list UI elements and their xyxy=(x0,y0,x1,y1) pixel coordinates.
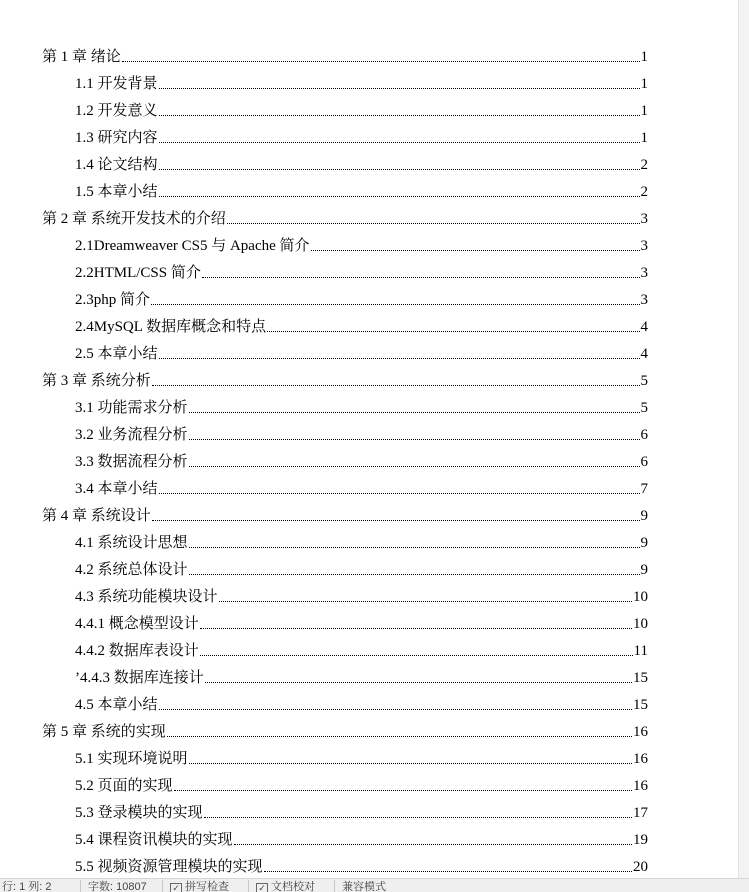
toc-chapter-entry[interactable] xyxy=(42,368,648,390)
toc-dot-leader xyxy=(159,492,640,494)
toc-dot-leader xyxy=(267,330,639,332)
cursor-position: 行: 1 列: 2 xyxy=(2,881,52,892)
toc-entry-title: 2.3php 简介 xyxy=(75,292,151,308)
toc-section-entry[interactable] xyxy=(75,395,648,417)
toc-entry-title: 4.1 系统设计思想 xyxy=(75,535,188,551)
toc-dot-leader xyxy=(159,357,640,359)
toc-section-entry[interactable] xyxy=(75,260,648,282)
toc-page-number: 16 xyxy=(633,751,648,767)
toc-page-number: 6 xyxy=(640,454,648,470)
toc-dot-leader xyxy=(159,87,640,89)
toc-page-number: 5 xyxy=(640,400,648,416)
toc-page-number: 3 xyxy=(640,238,648,254)
toc-entry-title: 4.4.2 数据库表设计 xyxy=(75,643,199,659)
status-divider xyxy=(80,880,81,892)
toc-dot-leader xyxy=(189,762,632,764)
toc-dot-leader xyxy=(159,708,632,710)
spell-check-label: 拼写检查 xyxy=(185,881,229,892)
toc-section-entry[interactable] xyxy=(75,98,648,120)
toc-page-number: 6 xyxy=(640,427,648,443)
toc-chapter-entry[interactable] xyxy=(42,503,648,525)
toc-page-number: 1 xyxy=(640,76,648,92)
toc-dot-leader xyxy=(204,816,632,818)
toc-section-entry[interactable] xyxy=(75,692,648,714)
toc-page-number: 15 xyxy=(633,670,648,686)
toc-dot-leader xyxy=(159,141,640,143)
toc-entry-title: 3.3 数据流程分析 xyxy=(75,454,188,470)
toc-page-number: 2 xyxy=(640,184,648,200)
toc-chapter-entry[interactable] xyxy=(42,44,648,66)
toc-entry-title: 2.4MySQL 数据库概念和特点 xyxy=(75,319,267,335)
toc-dot-leader xyxy=(151,303,639,305)
toc-dot-leader xyxy=(159,168,640,170)
toc-entry-title: 3.2 业务流程分析 xyxy=(75,427,188,443)
toc-section-entry[interactable] xyxy=(75,287,648,309)
check-icon: ✓ xyxy=(170,883,182,892)
toc-page-number: 4 xyxy=(640,319,648,335)
status-divider xyxy=(248,880,249,892)
toc-entry-title: 第 2 章 系统开发技术的介绍 xyxy=(42,211,226,227)
toc-entry-title: 5.1 实现环境说明 xyxy=(75,751,188,767)
toc-page-number: 9 xyxy=(640,562,648,578)
toc-section-entry[interactable] xyxy=(75,233,648,255)
toc-section-entry[interactable] xyxy=(75,746,648,768)
toc-section-entry[interactable] xyxy=(75,152,648,174)
toc-page-number: 19 xyxy=(633,832,648,848)
toc-page-number: 10 xyxy=(633,616,648,632)
status-bar xyxy=(0,878,749,892)
toc-entry-title: 2.5 本章小结 xyxy=(75,346,158,362)
toc-dot-leader xyxy=(167,735,632,737)
toc-page-number: 1 xyxy=(640,130,648,146)
toc-entry-title: ’4.4.3 数据库连接计 xyxy=(75,670,204,686)
toc-page-number: 9 xyxy=(640,508,648,524)
page-gutter xyxy=(738,0,749,878)
toc-dot-leader xyxy=(189,465,640,467)
check-icon: ✓ xyxy=(256,883,268,892)
toc-dot-leader xyxy=(234,843,632,845)
toc-entry-title: 1.3 研究内容 xyxy=(75,130,158,146)
toc-entry-title: 4.2 系统总体设计 xyxy=(75,562,188,578)
toc-section-entry[interactable] xyxy=(75,422,648,444)
toc-section-entry[interactable] xyxy=(75,314,648,336)
toc-entry-title: 第 5 章 系统的实现 xyxy=(42,724,166,740)
toc-page-number: 2 xyxy=(640,157,648,173)
toc-entry-title: 第 1 章 绪论 xyxy=(42,49,121,65)
toc-section-entry[interactable] xyxy=(75,557,648,579)
toc-entry-title: 1.2 开发意义 xyxy=(75,103,158,119)
toc-entry-title: 1.1 开发背景 xyxy=(75,76,158,92)
toc-dot-leader xyxy=(159,114,640,116)
toc-section-entry[interactable] xyxy=(75,854,648,876)
toc-section-entry[interactable] xyxy=(75,800,648,822)
toc-dot-leader xyxy=(311,249,640,251)
toc-dot-leader xyxy=(174,789,632,791)
toc-entry-title: 4.3 系统功能模块设计 xyxy=(75,589,218,605)
toc-section-entry[interactable] xyxy=(75,449,648,471)
toc-dot-leader xyxy=(200,627,632,629)
toc-dot-leader xyxy=(189,438,640,440)
toc-entry-title: 第 4 章 系统设计 xyxy=(42,508,151,524)
toc-page-number: 7 xyxy=(640,481,648,497)
toc-entry-title: 2.1Dreamweaver CS5 与 Apache 简介 xyxy=(75,238,310,254)
toc-entry-title: 3.4 本章小结 xyxy=(75,481,158,497)
toc-entry-title: 第 3 章 系统分析 xyxy=(42,373,151,389)
toc-section-entry[interactable] xyxy=(75,530,648,552)
toc-dot-leader xyxy=(152,519,640,521)
toc-page-number: 3 xyxy=(640,292,648,308)
toc-section-entry[interactable] xyxy=(75,665,648,687)
toc-entry-title: 2.2HTML/CSS 简介 xyxy=(75,265,201,281)
toc-dot-leader xyxy=(189,573,640,575)
word-count[interactable]: 字数: 10807 xyxy=(88,881,147,892)
toc-page-number: 5 xyxy=(640,373,648,389)
toc-section-entry[interactable] xyxy=(75,611,648,633)
toc-page-number: 20 xyxy=(633,859,648,875)
toc-dot-leader xyxy=(227,222,640,224)
toc-page-number: 3 xyxy=(640,265,648,281)
toc-entry-title: 4.5 本章小结 xyxy=(75,697,158,713)
toc-dot-leader xyxy=(159,195,640,197)
toc-entry-title: 4.4.1 概念模型设计 xyxy=(75,616,199,632)
status-divider xyxy=(334,880,335,892)
toc-page-number: 10 xyxy=(633,589,648,605)
toc-entry-title: 5.3 登录模块的实现 xyxy=(75,805,203,821)
toc-dot-leader xyxy=(264,870,632,872)
toc-page-number: 17 xyxy=(633,805,648,821)
toc-dot-leader xyxy=(219,600,632,602)
toc-section-entry[interactable] xyxy=(75,584,648,606)
compat-mode-label: 兼容模式 xyxy=(342,881,386,892)
toc-dot-leader xyxy=(200,654,633,656)
toc-section-entry[interactable] xyxy=(75,341,648,363)
toc-entry-title: 3.1 功能需求分析 xyxy=(75,400,188,416)
toc-dot-leader xyxy=(205,681,632,683)
toc-section-entry[interactable] xyxy=(75,125,648,147)
toc-section-entry[interactable] xyxy=(75,773,648,795)
toc-dot-leader xyxy=(152,384,640,386)
toc-entry-title: 5.4 课程资讯模块的实现 xyxy=(75,832,233,848)
status-divider xyxy=(162,880,163,892)
toc-page-number: 15 xyxy=(633,697,648,713)
toc-section-entry[interactable] xyxy=(75,638,648,660)
toc-page-number: 1 xyxy=(640,103,648,119)
toc-entry-title: 5.5 视频资源管理模块的实现 xyxy=(75,859,263,875)
spell-check-toggle[interactable] xyxy=(170,881,229,892)
toc-page-number: 4 xyxy=(640,346,648,362)
toc-page-number: 16 xyxy=(633,724,648,740)
toc-page-number: 11 xyxy=(633,643,648,659)
toc-page-number: 3 xyxy=(640,211,648,227)
doc-check-toggle[interactable] xyxy=(256,881,315,892)
toc-dot-leader xyxy=(122,60,640,62)
toc-chapter-entry[interactable] xyxy=(42,206,648,228)
toc-section-entry[interactable] xyxy=(75,827,648,849)
doc-check-label: 文档校对 xyxy=(271,881,315,892)
toc-section-entry[interactable] xyxy=(75,476,648,498)
toc-section-entry[interactable] xyxy=(75,179,648,201)
toc-page-number: 16 xyxy=(633,778,648,794)
toc-page-number: 9 xyxy=(640,535,648,551)
toc-page-number: 1 xyxy=(640,49,648,65)
toc-dot-leader xyxy=(189,546,640,548)
toc-entry-title: 1.5 本章小结 xyxy=(75,184,158,200)
toc-dot-leader xyxy=(202,276,640,278)
toc-entry-title: 5.2 页面的实现 xyxy=(75,778,173,794)
toc-entry-title: 1.4 论文结构 xyxy=(75,157,158,173)
toc-section-entry[interactable] xyxy=(75,71,648,93)
toc-dot-leader xyxy=(189,411,640,413)
toc-chapter-entry[interactable] xyxy=(42,719,648,741)
